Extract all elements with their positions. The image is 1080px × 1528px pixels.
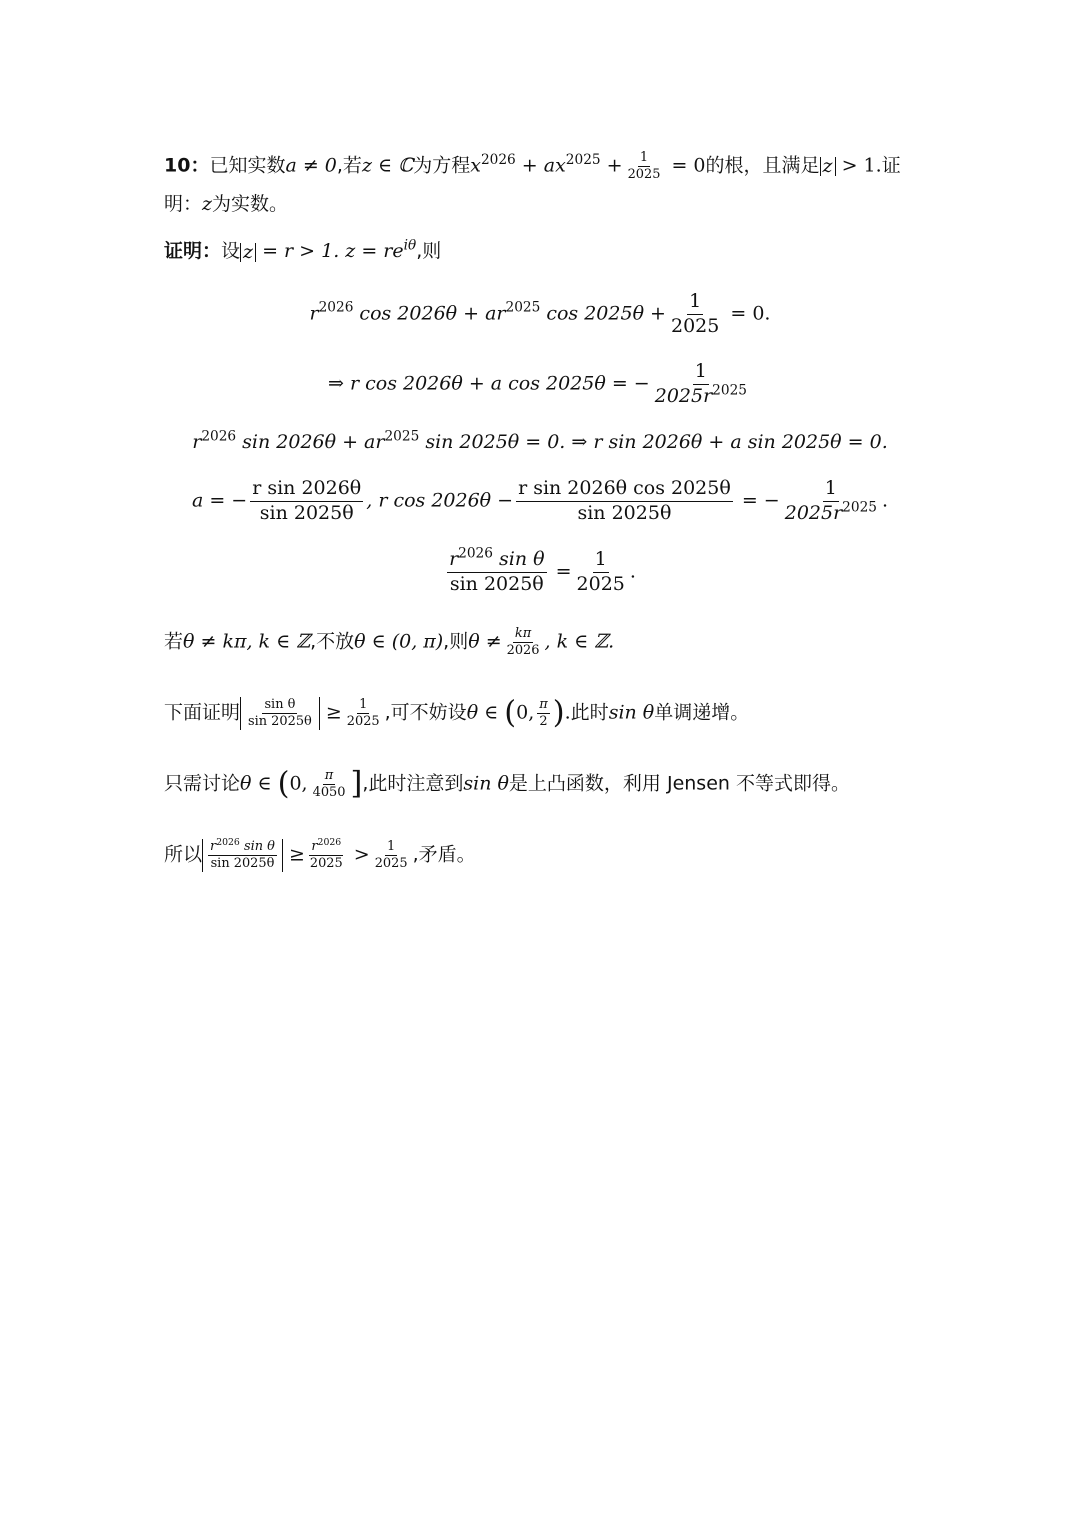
numerator: r sin 2026θ cos 2025θ	[516, 477, 733, 502]
fraction	[537, 697, 549, 730]
math: 2025	[384, 428, 420, 445]
numerator	[447, 545, 546, 573]
paragraph-1	[164, 626, 614, 659]
math: π	[539, 697, 548, 712]
numerator	[513, 626, 533, 643]
text: 已知实数	[209, 154, 286, 177]
math: , k ∈ ℤ.	[544, 630, 615, 653]
fraction	[308, 836, 345, 872]
denominator: 2025	[627, 167, 661, 183]
math: θ ∈ (0, π)	[354, 630, 444, 653]
numerator	[309, 836, 343, 856]
math: ≥	[282, 843, 305, 866]
denominator	[653, 382, 749, 409]
math: r	[210, 839, 217, 854]
math: x	[470, 154, 481, 177]
math: θ ∈	[466, 701, 499, 724]
math: .	[564, 701, 571, 724]
numerator: 1	[823, 477, 839, 502]
numerator: r sin 2026θ	[250, 477, 363, 502]
math: 2025r	[654, 384, 713, 407]
abs-value	[240, 697, 320, 730]
math: sin 2025θ = 0. ⇒ r sin 2026θ + a sin 2025θ = 0.	[419, 431, 888, 453]
numerator: 1	[593, 548, 609, 573]
math: = −	[735, 489, 780, 512]
text: ,则	[416, 240, 442, 262]
denominator: sin 2025θ	[259, 501, 354, 524]
denominator: sin 2025θ	[577, 501, 672, 524]
math: z	[243, 240, 254, 263]
fraction	[345, 697, 382, 730]
denominator: 2	[539, 714, 548, 730]
fraction	[208, 836, 277, 872]
denominator	[783, 499, 879, 526]
fraction	[311, 768, 348, 801]
math: r	[192, 431, 202, 453]
denominator: sin 2025θ	[210, 856, 275, 872]
fraction	[626, 150, 663, 183]
numerator: 1	[693, 360, 709, 385]
fraction	[447, 545, 546, 597]
text: ,若	[336, 154, 362, 177]
fraction	[783, 477, 879, 526]
fraction	[516, 477, 733, 526]
text: 此时	[570, 701, 609, 724]
fraction	[250, 477, 363, 526]
math: ⇒ r cos 2026θ + a cos 2025θ = −	[328, 372, 650, 395]
math: sin θ	[492, 548, 545, 570]
numerator	[323, 768, 335, 785]
text: 为方程	[413, 154, 471, 177]
denominator: sin 2025θ	[449, 572, 544, 595]
math: cos 2025θ +	[540, 302, 666, 325]
abs-value	[820, 157, 836, 176]
paragraph-4	[164, 836, 476, 872]
fraction	[373, 839, 410, 872]
math: 2025	[842, 499, 877, 516]
math: = 0.	[724, 302, 771, 325]
math: .	[629, 560, 636, 583]
math: sin θ	[239, 839, 275, 854]
text: 是上凸函数，利用 Jensen 不等式即得。	[508, 772, 850, 795]
math: z	[202, 193, 213, 215]
math: r	[311, 839, 318, 854]
text: ,不放	[310, 630, 355, 653]
math: 2026	[216, 836, 240, 848]
math: a ≠ 0	[285, 154, 337, 177]
math: ≥	[319, 701, 342, 724]
text: ,此时注意到	[362, 772, 464, 795]
math: 2025	[712, 382, 747, 399]
text: 为实数。	[212, 193, 289, 215]
equation-4	[0, 477, 1080, 526]
paragraph-3: 只需讨论θ ∈ (0, $\frac{\pi}{4050}$ ],此时注意到sin θ是上凸函数，利用 Jensen 不等式即得。	[164, 766, 850, 802]
problem-number: 10：	[164, 154, 210, 177]
text: 单调递增。	[654, 701, 750, 724]
numerator: 1	[687, 290, 703, 315]
denominator: sin 2025θ	[248, 714, 312, 730]
numerator: sin θ	[262, 697, 297, 714]
math: θ ≠ kπ, k ∈ ℤ	[183, 630, 311, 653]
text: 只需讨论	[164, 772, 241, 795]
text: ,矛盾。	[412, 843, 476, 866]
text: ,可不妨设	[384, 701, 467, 724]
text: 设	[221, 240, 241, 262]
math: r	[449, 548, 459, 570]
numerator: 1	[385, 839, 397, 856]
math: 2026	[458, 545, 493, 562]
fraction	[505, 626, 542, 659]
numerator: 1	[357, 697, 369, 714]
math: .	[881, 489, 889, 512]
equation-1	[0, 290, 1080, 339]
problem-line-2	[164, 195, 288, 214]
numerator	[208, 836, 277, 856]
math: z	[822, 155, 833, 178]
math: = 0	[665, 154, 706, 177]
proof-label: 证明：	[164, 240, 222, 262]
math: sin θ	[463, 772, 509, 795]
denominator: 2025	[576, 572, 625, 595]
text: 的根，且满足	[705, 154, 820, 177]
math: θ ∈	[240, 772, 272, 795]
text: ,则	[443, 630, 469, 653]
math: 0,	[289, 772, 308, 795]
math: 2026	[480, 152, 516, 169]
math: =	[549, 560, 572, 583]
denominator: 2025	[374, 856, 408, 872]
problem-line-1	[164, 150, 901, 183]
math: iθ	[403, 237, 417, 254]
math: 2026	[317, 836, 342, 848]
math: cos 2026θ + ar	[353, 302, 506, 325]
text: 若	[164, 630, 184, 653]
math: + ax	[515, 154, 566, 177]
equation-5	[0, 545, 1080, 597]
math: 2025	[565, 152, 601, 169]
math: , r cos 2026θ −	[366, 489, 514, 512]
denominator: 2025	[309, 856, 343, 872]
text: 下面证明	[164, 701, 241, 724]
math: a = −	[191, 489, 248, 512]
denominator: 2025	[346, 714, 380, 730]
math: 2025	[505, 299, 541, 316]
numerator	[537, 697, 549, 714]
math: z ∈ ℂ	[361, 154, 414, 177]
math: kπ	[514, 626, 532, 641]
paragraph-2: 下面证明 $\frac{\text{sin θ}}{\sin 2025\theta}$ ≥ $\frac{1}{2025}$ ,可不妨设θ ∈ (0, $\frac{\pi}{2}$ ).此时sin θ单调递增。	[164, 695, 750, 731]
math: sin 2026θ + ar	[236, 431, 385, 453]
math: 2026	[318, 299, 354, 316]
fraction	[669, 290, 721, 339]
math: > 1.	[835, 154, 882, 177]
denominator: 4050	[312, 785, 346, 801]
math: π	[324, 768, 334, 783]
math: 0,	[516, 701, 535, 724]
math: r	[309, 302, 319, 325]
abs-value	[240, 240, 256, 263]
proof-intro	[164, 237, 442, 263]
math: θ ≠	[468, 630, 502, 653]
math: sin θ	[608, 701, 655, 724]
text: 证	[881, 154, 901, 177]
math: +	[600, 154, 623, 177]
abs-value	[202, 836, 283, 872]
math: 2026	[201, 428, 237, 445]
fraction	[246, 697, 314, 730]
equation-2	[0, 360, 1080, 409]
denominator: 2025	[670, 314, 720, 337]
text: 所以	[164, 843, 203, 866]
numerator: 1	[638, 150, 650, 167]
equation-3	[0, 428, 1080, 453]
denominator: 2026	[506, 643, 540, 659]
text: 明：	[164, 193, 203, 215]
math: = r > 1. z = re	[256, 240, 404, 262]
math: >	[347, 843, 370, 866]
fraction	[575, 548, 627, 597]
math: 2025r	[784, 501, 843, 524]
fraction	[653, 360, 749, 409]
